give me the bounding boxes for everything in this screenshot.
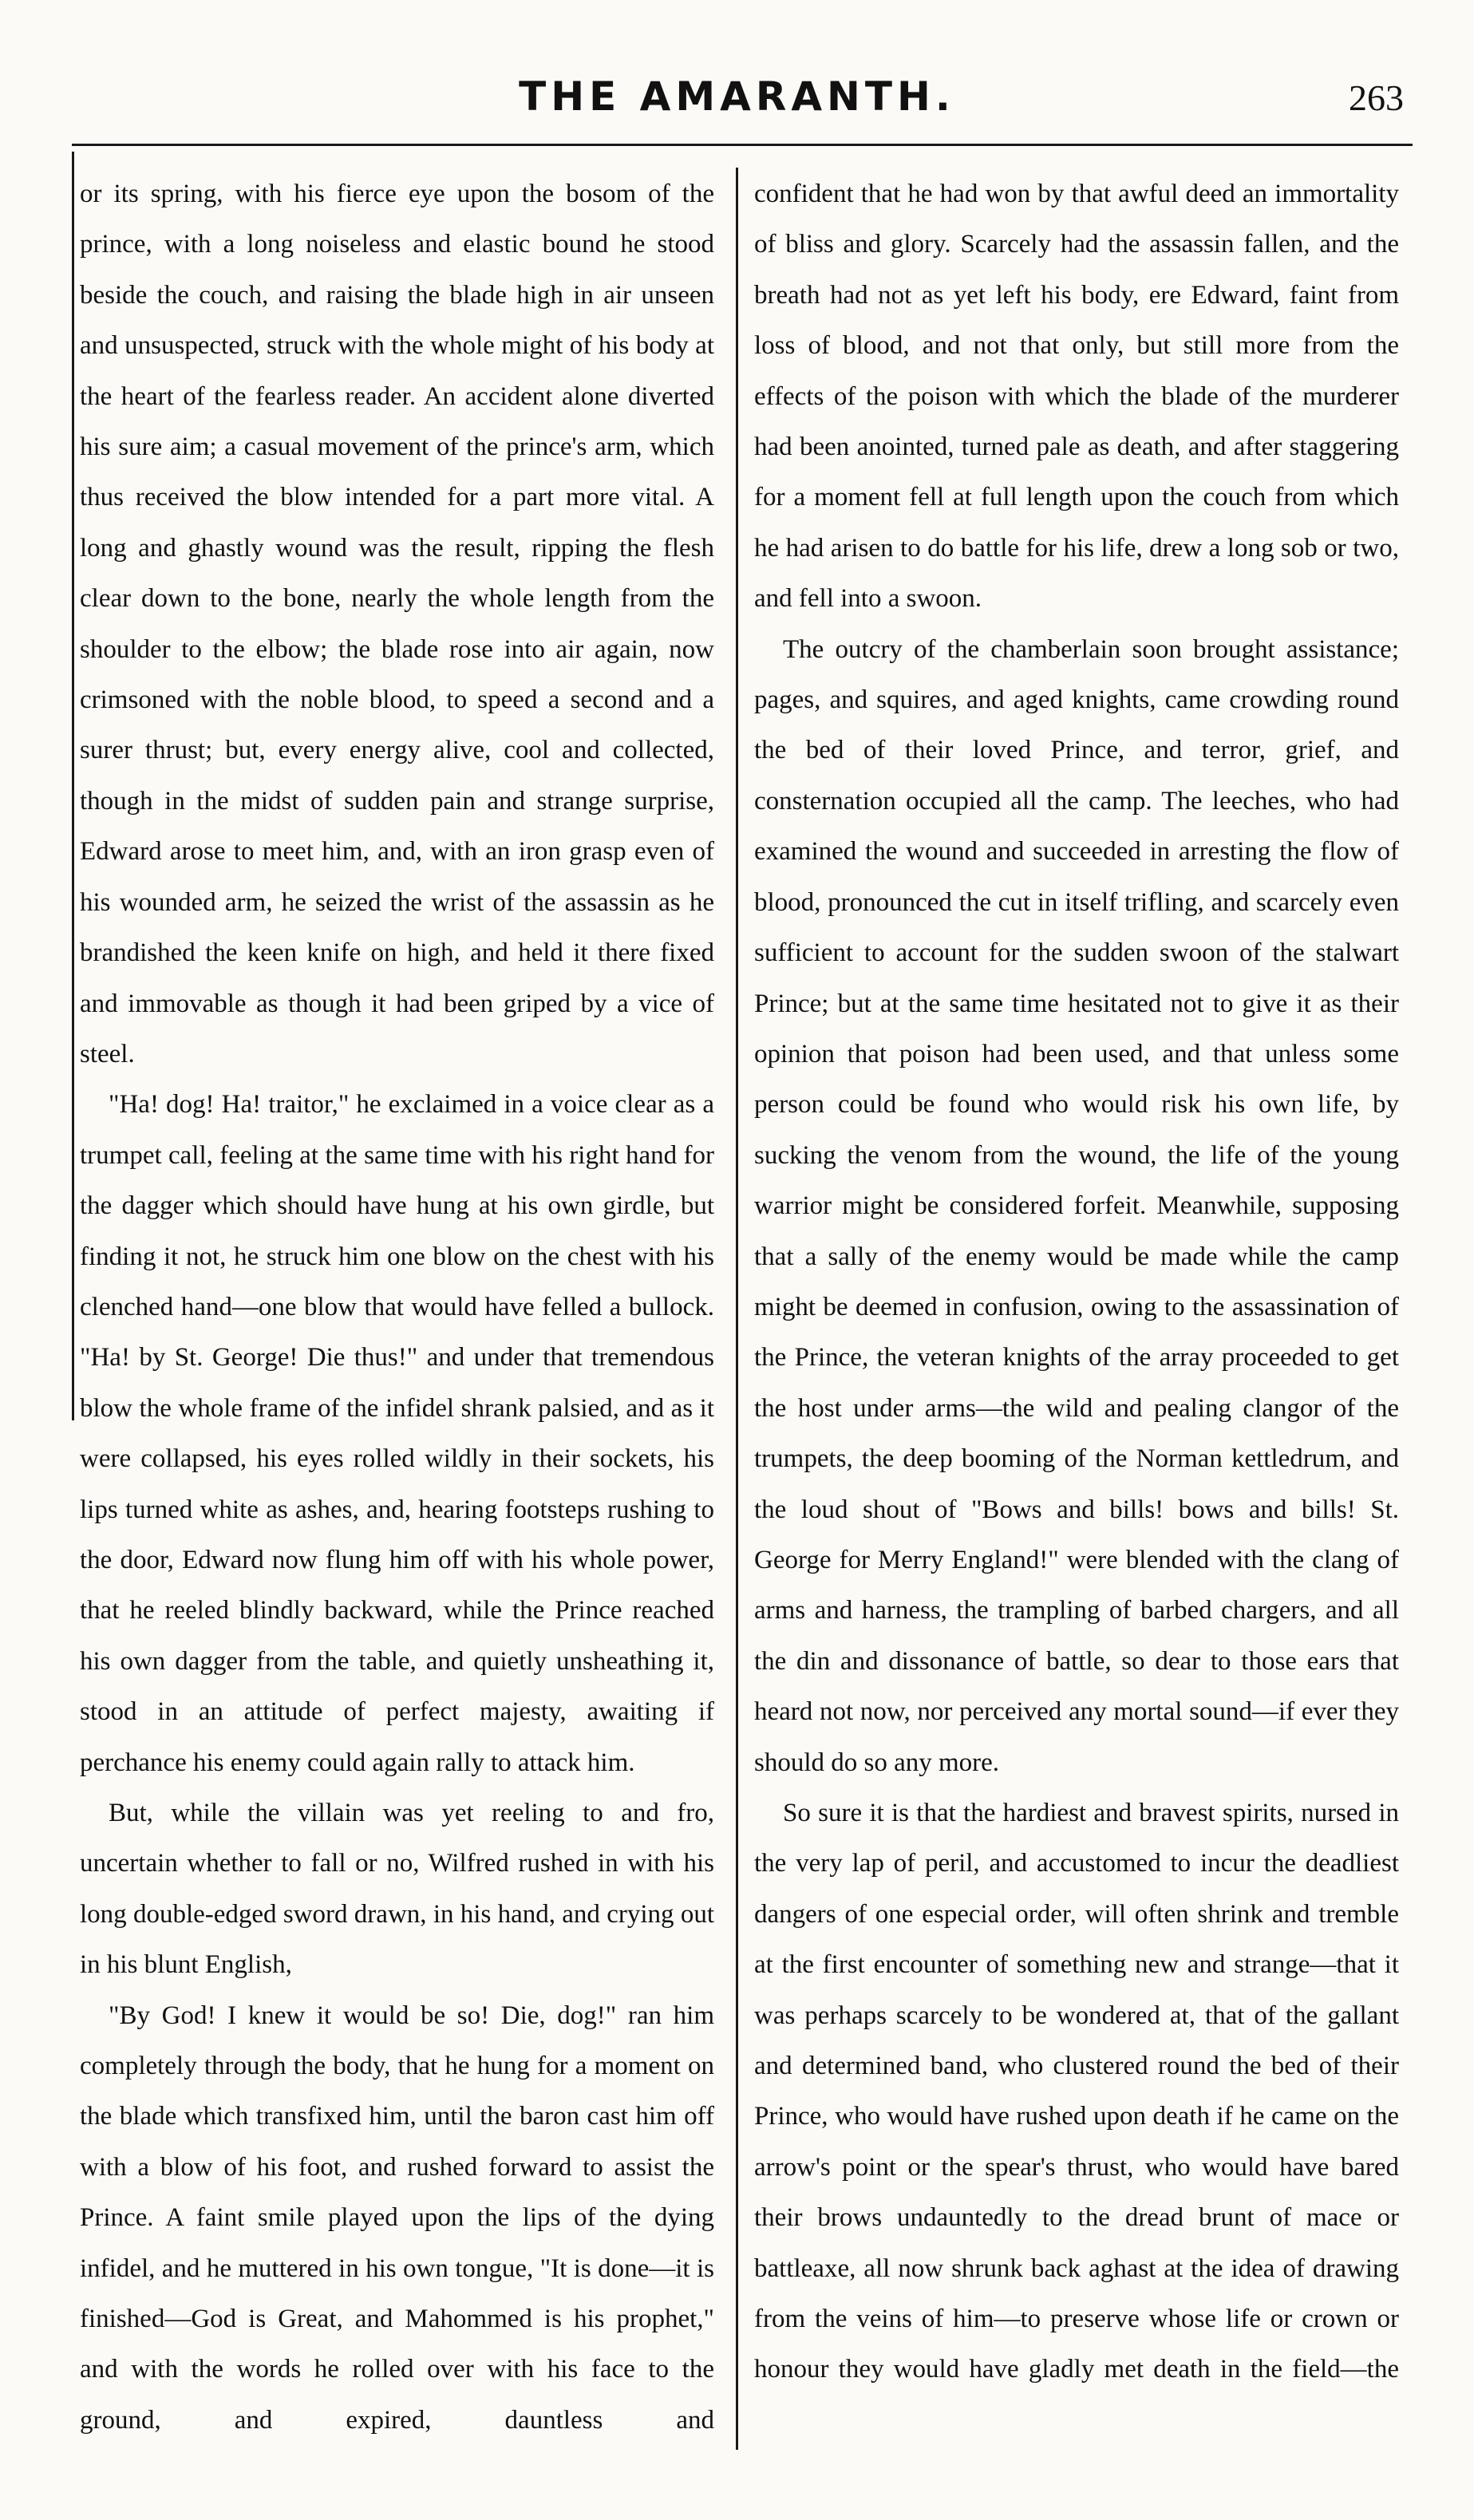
paragraph: "By God! I knew it would be so! Die, dog!" ran him completely through the body, that he hung for a moment on the blade which transfixed him, until the baron cast him off with a blow of his foot, and rushed forward to assist the Prince. A faint smile played upon the lips of the dying infidel, and he muttered in his own tongue, "It is done—it is finished—God is Great, and Mahommed is his prophet," and with the words he rolled over with his face to the ground, and expired, dauntless and <box>80 2001 714 2435</box>
paragraph: So sure it is that the hardiest and bravest spirits, nursed in the very lap of peril, and accustomed to incur the deadliest dangers of one especial order, will often shrink and tremble at the first encounter of something new and strange—that it was perhaps scarcely to be wondered at, that of the gallant and determined band, who clustered round the bed of their Prince, who would have rushed upon death if he came on the arrow's point or the spear's thrust, who would have bared their brows undauntedly to the dread brunt of mace or battleaxe, all now shrunk back aghast at the idea of drawing from the veins of him—to preserve whose life or crown or honour they would have gladly met death in the field—the <box>754 1799 1399 2384</box>
header-rule <box>72 144 1413 146</box>
paragraph: "Ha! dog! Ha! traitor," he exclaimed in a voice clear as a trumpet call, feeling at the same time with his right hand for the dagger which should have hung at his own girdle, but finding it not, he struck him one blow on the chest with his clenched hand—one blow that would have felled a bullock. "Ha! by St. George! Die thus!" and under that tremendous blow the whole frame of the infidel shrank palsied, and as it were collapsed, his eyes rolled wildly in their sockets, his lips turned white as ashes, and, hearing footsteps rushing to the door, Edward now flung him off with his whole power, that he reeled blindly backward, while the Prince reached his own dagger from the table, and quietly unsheathing it, stood in an attitude of perfect majesty, awaiting if perchance his enemy could again rally to attack him. <box>80 1090 714 1777</box>
page-number: 263 <box>1349 77 1404 118</box>
running-title: THE AMARANTH. <box>519 73 955 120</box>
paragraph: The outcry of the chamberlain soon brought assistance; pages, and squires, and aged knights, came crowding round the bed of their loved Prince, and terror, grief, and consternation occupied all the camp. The leeches, who had examined the wound and succeeded in arresting the flow of blood, pronounced the cut in itself trifling, and scarcely even sufficient to account for the sudden swoon of the stalwart Prince; but at the same time hesitated not to give it as their opinion that poison had been used, and that unless some person could be found who would risk his own life, by sucking the venom from the wound, the life of the young warrior might be considered forfeit. Meanwhile, supposing that a sally of the enemy would be made while the camp might be deemed in confusion, owing to the assassination of the Prince, the veteran knights of the array proceeded to get the host under arms—the wild and pealing clangor of the trumpets, the deep booming of the Norman kettledrum, and the loud shout of "Bows and bills! bows and bills! St. George for Merry England!" were blended with the clang of arms and harness, the trampling of barbed chargers, and all the din and dissonance of battle, so dear to those ears that heard not now, nor perceived any mortal sound—if ever they should do so any more. <box>754 634 1399 1777</box>
paragraph: confident that he had won by that awful deed an immortality of bliss and glory. Scarcely had the assassin fallen, and the breath had not as yet left his body, ere Edward, faint from loss of blood, and not that only, but still more from the effects of the poison with which the blade of the murderer had been anointed, turned pale as death, and after staggering for a moment fell at full length upon the couch from which he had arisen to do battle for his life, drew a long sob or two, and fell into a swoon. <box>754 180 1399 614</box>
left-margin-rule <box>72 152 74 1420</box>
paragraph: But, while the villain was yet reeling to and fro, uncertain whether to fall or no, Wilfred rushed in with his long double-edged sword drawn, in his hand, and crying out in his blunt English, <box>80 1799 714 1980</box>
column-divider <box>736 168 738 2450</box>
left-column <box>80 169 714 2446</box>
paragraph: or its spring, with his fierce eye upon the bosom of the prince, with a long noiseless and elastic bound he stood beside the couch, and raising the blade high in air unseen and unsuspected, struck with the whole might of his body at the heart of the fearless reader. An accident alone diverted his sure aim; a casual movement of the prince's arm, which thus received the blow intended for a part more vital. A long and ghastly wound was the result, ripping the flesh clear down to the bone, nearly the whole length from the shoulder to the elbow; the blade rose into air again, now crimsoned with the noble blood, to speed a second and a surer thrust; but, every energy alive, cool and collected, though in the midst of sudden pain and strange surprise, Edward arose to meet him, and, with an iron grasp even of his wounded arm, he seized the wrist of the assassin as he brandished the keen knife on high, and held it there fixed and immovable as though it had been griped by a vice of steel. <box>80 180 714 1068</box>
right-column <box>754 169 1399 2396</box>
page-header <box>0 73 1474 137</box>
